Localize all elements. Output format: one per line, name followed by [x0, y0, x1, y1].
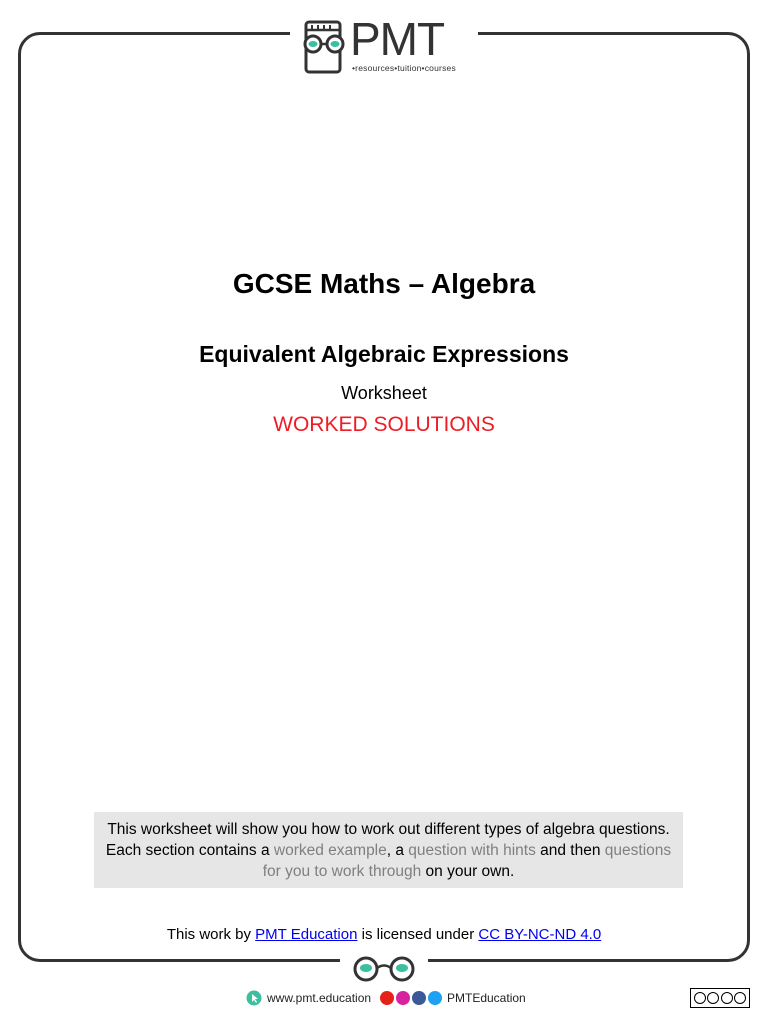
logo-tagline: •resources•tuition•courses — [352, 63, 456, 73]
cursor-icon — [246, 990, 262, 1006]
nc-icon — [721, 992, 733, 1004]
pmt-logo — [300, 13, 472, 78]
document-subtitle: Equivalent Algebraic Expressions — [199, 341, 569, 367]
website-text: www.pmt.education — [267, 991, 372, 1005]
license-line — [0, 926, 768, 943]
cc-by-nc-nd-badge — [690, 988, 750, 1008]
twitter-icon[interactable] — [428, 991, 442, 1005]
intro-questions-for-you: questions for you to work through — [262, 842, 672, 880]
worked-solutions-label: WORKED SOLUTIONS — [273, 413, 495, 436]
document-title: GCSE Maths – Algebra — [232, 268, 536, 299]
license-middle: is licensed under — [357, 926, 479, 943]
intro-question-with-hints: question with hints — [408, 842, 536, 859]
instagram-icon[interactable] — [396, 991, 410, 1005]
glasses-icon — [348, 956, 420, 984]
cc-icon — [694, 992, 706, 1004]
license-prefix: This work by — [166, 926, 256, 943]
intro-text-3: and then — [535, 842, 605, 859]
worksheet-label: Worksheet — [341, 383, 427, 403]
footer-website[interactable] — [246, 989, 371, 1007]
cc-license-link[interactable]: CC BY-NC-ND 4.0 — [478, 926, 602, 943]
intro-text-2: , a — [386, 842, 409, 859]
logo-wordmark: PMT — [350, 13, 445, 65]
social-handle: PMTEducation — [447, 991, 526, 1005]
intro-box — [94, 812, 683, 888]
book-glasses-icon — [300, 18, 348, 76]
pmt-education-link[interactable]: PMT Education — [255, 926, 358, 943]
facebook-icon[interactable] — [412, 991, 426, 1005]
intro-worked-example: worked example — [273, 842, 387, 859]
intro-text-1: This worksheet will show you how to work out different types of algebra questions. Each section contains a — [105, 821, 670, 859]
intro-text-4: on your own. — [421, 863, 515, 880]
footer-social — [380, 989, 526, 1007]
youtube-icon[interactable] — [380, 991, 394, 1005]
nd-icon — [734, 992, 746, 1004]
by-icon — [707, 992, 719, 1004]
